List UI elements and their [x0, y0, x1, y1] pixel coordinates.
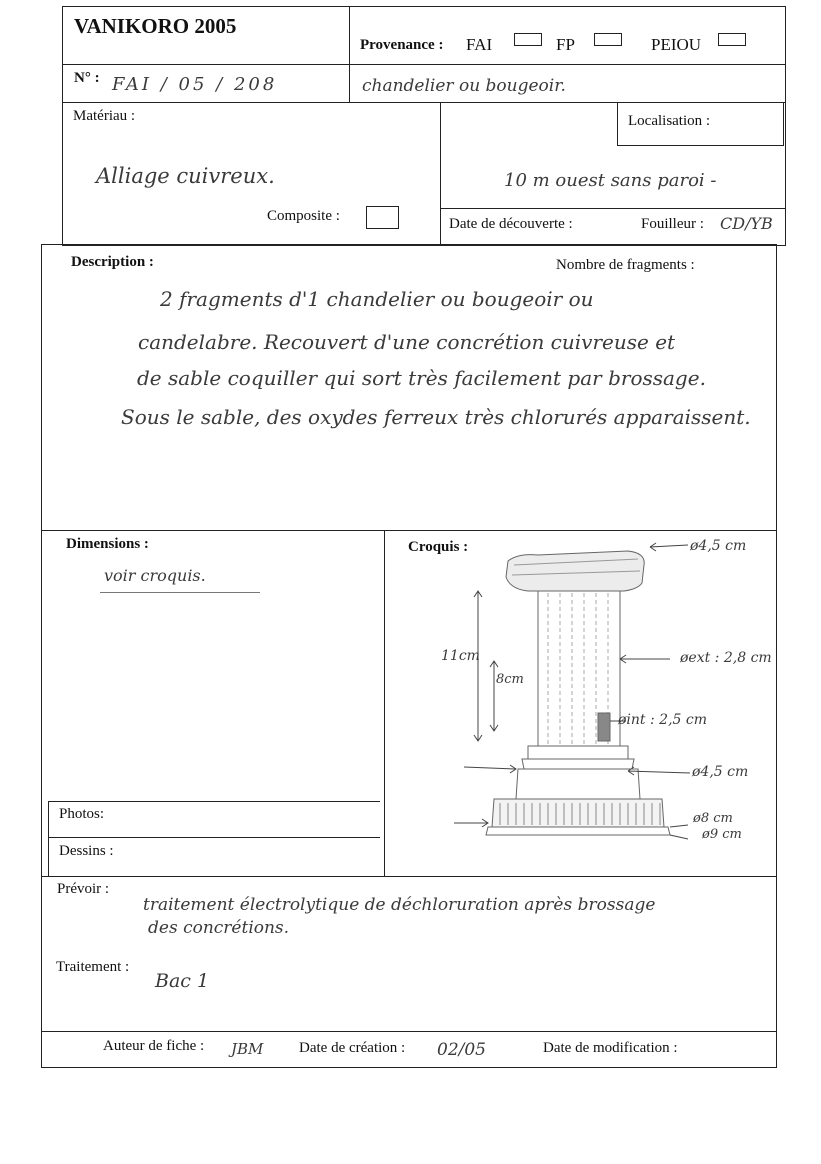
annotation-inner-height: 8cm [496, 672, 524, 687]
description-line-1: 2 fragments d'1 chandelier ou bougeoir ou [160, 287, 594, 311]
numero-value: FAI / 05 / 208 [112, 74, 278, 95]
auteur-value: JBM [231, 1040, 264, 1058]
dessins-label: Dessins : [59, 843, 114, 859]
description-line-3: de sable coquiller qui sort très facilement par brossage. [137, 366, 706, 390]
annotation-ext-diameter: øext : 2,8 cm [680, 650, 772, 666]
provenance-label: Provenance : [360, 37, 444, 53]
localisation-label: Localisation : [628, 113, 711, 129]
auteur-label: Auteur de fiche : [103, 1038, 205, 1054]
date-creation-value: 02/05 [437, 1040, 486, 1060]
fai-checkbox[interactable] [514, 33, 542, 46]
croquis-label: Croquis : [408, 539, 469, 555]
composite-checkbox[interactable] [366, 206, 399, 229]
date-modification-label: Date de modification : [543, 1040, 678, 1056]
materiau-divider-vertical [440, 102, 441, 244]
croquis-bottom-divider [41, 876, 777, 877]
materiau-label: Matériau : [73, 108, 136, 124]
description-line-4: Sous le sable, des oxydes ferreux très chlorurés apparaissent. [121, 405, 751, 429]
description-label: Description : [71, 254, 154, 270]
description-line-2: candelabre. Recouvert d'une concrétion cuivreuse et [138, 330, 676, 354]
provenance-option-fp: FP [556, 35, 575, 54]
annotation-top-diameter: ø4,5 cm [690, 538, 747, 554]
photos-label: Photos: [59, 806, 105, 822]
dimensions-divider-vertical [384, 530, 385, 877]
composite-label: Composite : [267, 208, 340, 224]
annotation-base-diameter-2: ø8 cm [693, 811, 733, 826]
annotation-int-diameter: øint : 2,5 cm [618, 712, 707, 728]
dimensions-underline [100, 592, 260, 593]
annotation-base-diameter-1: ø4,5 cm [692, 764, 749, 780]
numero-label: N° : [74, 70, 100, 86]
dimensions-value: voir croquis. [104, 566, 206, 585]
photos-divider [48, 801, 380, 802]
date-divider [440, 208, 786, 209]
date-creation-label: Date de création : [299, 1040, 406, 1056]
dessins-divider [48, 837, 380, 838]
localisation-value: 10 m ouest sans paroi - [504, 170, 717, 191]
peiou-checkbox[interactable] [718, 33, 746, 46]
form-title: VANIKORO 2005 [74, 14, 237, 38]
traitement-value: Bac 1 [155, 970, 210, 992]
fouilleur-value: CD/YB [720, 214, 773, 233]
header-divider-vertical [349, 6, 350, 102]
traitement-divider [41, 1031, 777, 1032]
fragments-label: Nombre de fragments : [556, 257, 695, 273]
provenance-option-peiou: PEIOU [651, 35, 702, 54]
fp-checkbox[interactable] [594, 33, 622, 46]
annotation-base-diameter-3: ø9 cm [702, 827, 742, 842]
prevoir-label: Prévoir : [57, 881, 110, 897]
traitement-label: Traitement : [56, 959, 130, 975]
header-divider-horizontal [62, 64, 786, 65]
materiau-value: Alliage cuivreux. [96, 164, 275, 188]
annotation-total-height: 11cm [441, 648, 480, 664]
provenance-option-fai: FAI [466, 35, 493, 54]
fouilleur-label: Fouilleur : [641, 216, 704, 232]
date-decouverte-label: Date de découverte : [449, 216, 573, 232]
prevoir-line-1: traitement électrolytique de déchloruration après brossage [143, 895, 656, 915]
dimensions-label: Dimensions : [66, 536, 149, 552]
photos-left-border [48, 801, 49, 877]
object-name: chandelier ou bougeoir. [362, 76, 566, 96]
prevoir-line-2: des concrétions. [148, 918, 290, 938]
